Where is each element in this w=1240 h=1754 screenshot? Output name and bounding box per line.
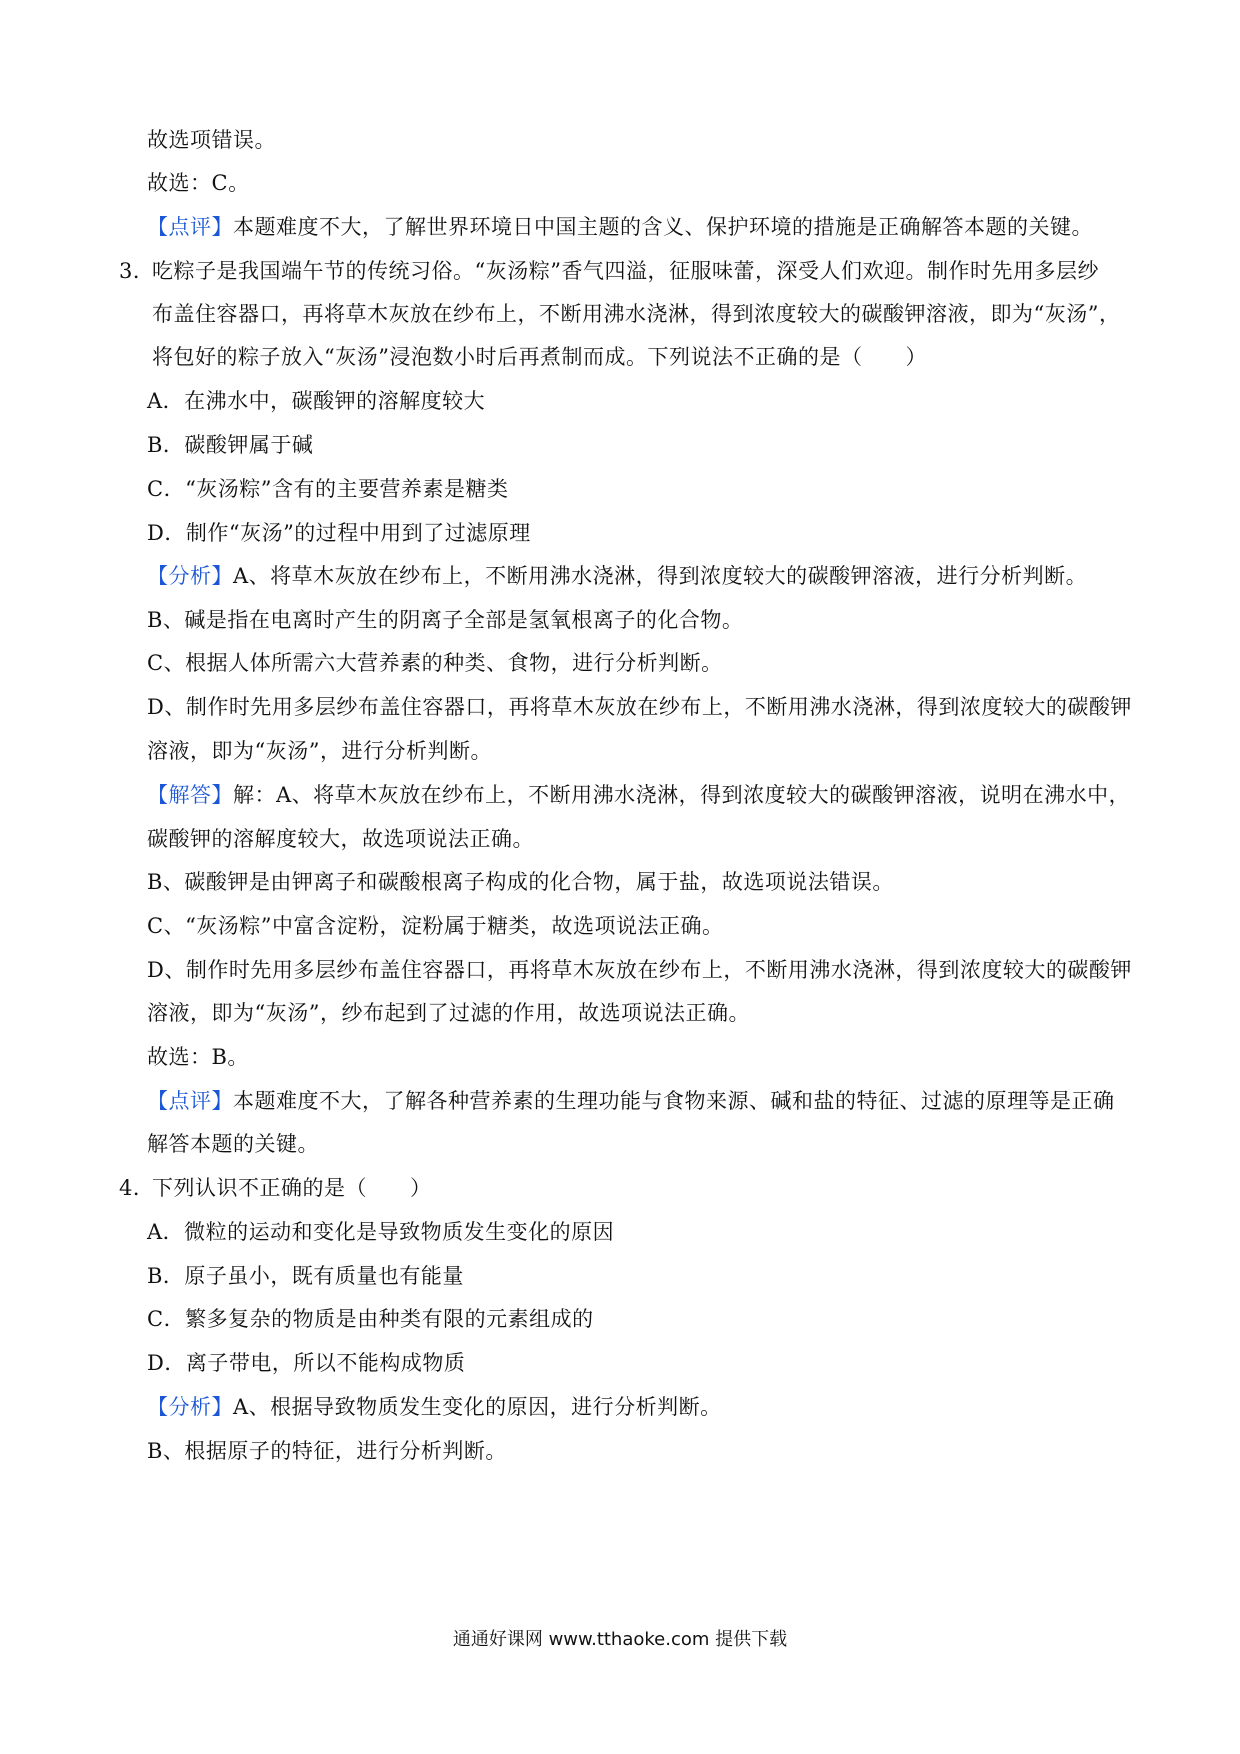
comment-line: 【点评】本题难度不大，了解世界环境日中国主题的含义、保护环境的措施是正确解答本题的关键。: [147, 215, 1093, 239]
text-line: 布盖住容器口，再将草木灰放在纱布上，不断用沸水浇淋，得到浓度较大的碳酸钾溶液，即为“灰汤”，: [152, 302, 1121, 326]
text-line: 溶液，即为“灰汤”，进行分析判断。: [147, 739, 492, 763]
option-a: A．微粒的运动和变化是导致物质发生变化的原因: [147, 1220, 615, 1244]
option-b: B．原子虽小，既有质量也有能量: [147, 1264, 464, 1288]
option-b: B．碳酸钾属于碱: [147, 433, 314, 457]
question-3-stem: 吃粽子是我国端午节的传统习俗。“灰汤粽”香气四溢，征服味蕾，深受人们欢迎。制作时先用多层纱: [152, 259, 1099, 283]
option-a: A．在沸水中，碳酸钾的溶解度较大: [147, 389, 486, 413]
answer-tag: 【解答】: [147, 783, 233, 807]
analysis-tag: 【分析】: [147, 1395, 233, 1419]
text-line: C、根据人体所需六大营养素的种类、食物，进行分析判断。: [147, 651, 723, 675]
question-4-stem: 下列认识不正确的是（ ）: [152, 1176, 432, 1200]
text-line: 故选：B。: [147, 1045, 249, 1069]
analysis-line: 【分析】A、将草木灰放在纱布上，不断用沸水浇淋，得到浓度较大的碳酸钾溶液，进行分析判断。: [147, 564, 1088, 588]
option-c: C．“灰汤粽”含有的主要营养素是糖类: [147, 477, 509, 501]
text-line: D、制作时先用多层纱布盖住容器口，再将草木灰放在纱布上，不断用沸水浇淋，得到浓度较大的碳酸钾: [147, 695, 1132, 719]
text-line: C、“灰汤粽”中富含淀粉，淀粉属于糖类，故选项说法正确。: [147, 914, 724, 938]
comment-tag: 【点评】: [147, 215, 233, 239]
text-line: 故选：C。: [147, 171, 250, 195]
text-line: 碳酸钾的溶解度较大，故选项说法正确。: [147, 827, 534, 851]
option-c: C．繁多复杂的物质是由种类有限的元素组成的: [147, 1307, 594, 1331]
comment-line: 【点评】本题难度不大，了解各种营养素的生理功能与食物来源、碱和盐的特征、过滤的原理等是正确: [147, 1089, 1115, 1113]
page-footer: 通通好课网 www.tthaoke.com 提供下载: [452, 1629, 788, 1650]
text-line: 解答本题的关键。: [147, 1132, 319, 1156]
comment-tag: 【点评】: [147, 1089, 233, 1113]
text-line: B、碳酸钾是由钾离子和碳酸根离子构成的化合物，属于盐，故选项说法错误。: [147, 870, 894, 894]
text-line: B、碱是指在电离时产生的阴离子全部是氢氧根离子的化合物。: [147, 608, 744, 632]
option-d: D．离子带电，所以不能构成物质: [147, 1351, 466, 1375]
question-3-number: 3．: [119, 259, 155, 283]
text-line: 将包好的粽子放入“灰汤”浸泡数小时后再煮制而成。下列说法不正确的是（ ）: [152, 345, 927, 369]
answer-line: 【解答】解：A、将草木灰放在纱布上，不断用沸水浇淋，得到浓度较大的碳酸钾溶液，说明在沸水中，: [147, 783, 1131, 807]
text-line: 故选项错误。: [147, 128, 276, 152]
text-line: B、根据原子的特征，进行分析判断。: [147, 1439, 507, 1463]
analysis-line: 【分析】A、根据导致物质发生变化的原因，进行分析判断。: [147, 1395, 722, 1419]
question-4-number: 4．: [119, 1176, 155, 1200]
text-line: 溶液，即为“灰汤”，纱布起到了过滤的作用，故选项说法正确。: [147, 1001, 750, 1025]
option-d: D．制作“灰汤”的过程中用到了过滤原理: [147, 521, 531, 545]
analysis-tag: 【分析】: [147, 564, 233, 588]
text-line: D、制作时先用多层纱布盖住容器口，再将草木灰放在纱布上，不断用沸水浇淋，得到浓度较大的碳酸钾: [147, 958, 1132, 982]
